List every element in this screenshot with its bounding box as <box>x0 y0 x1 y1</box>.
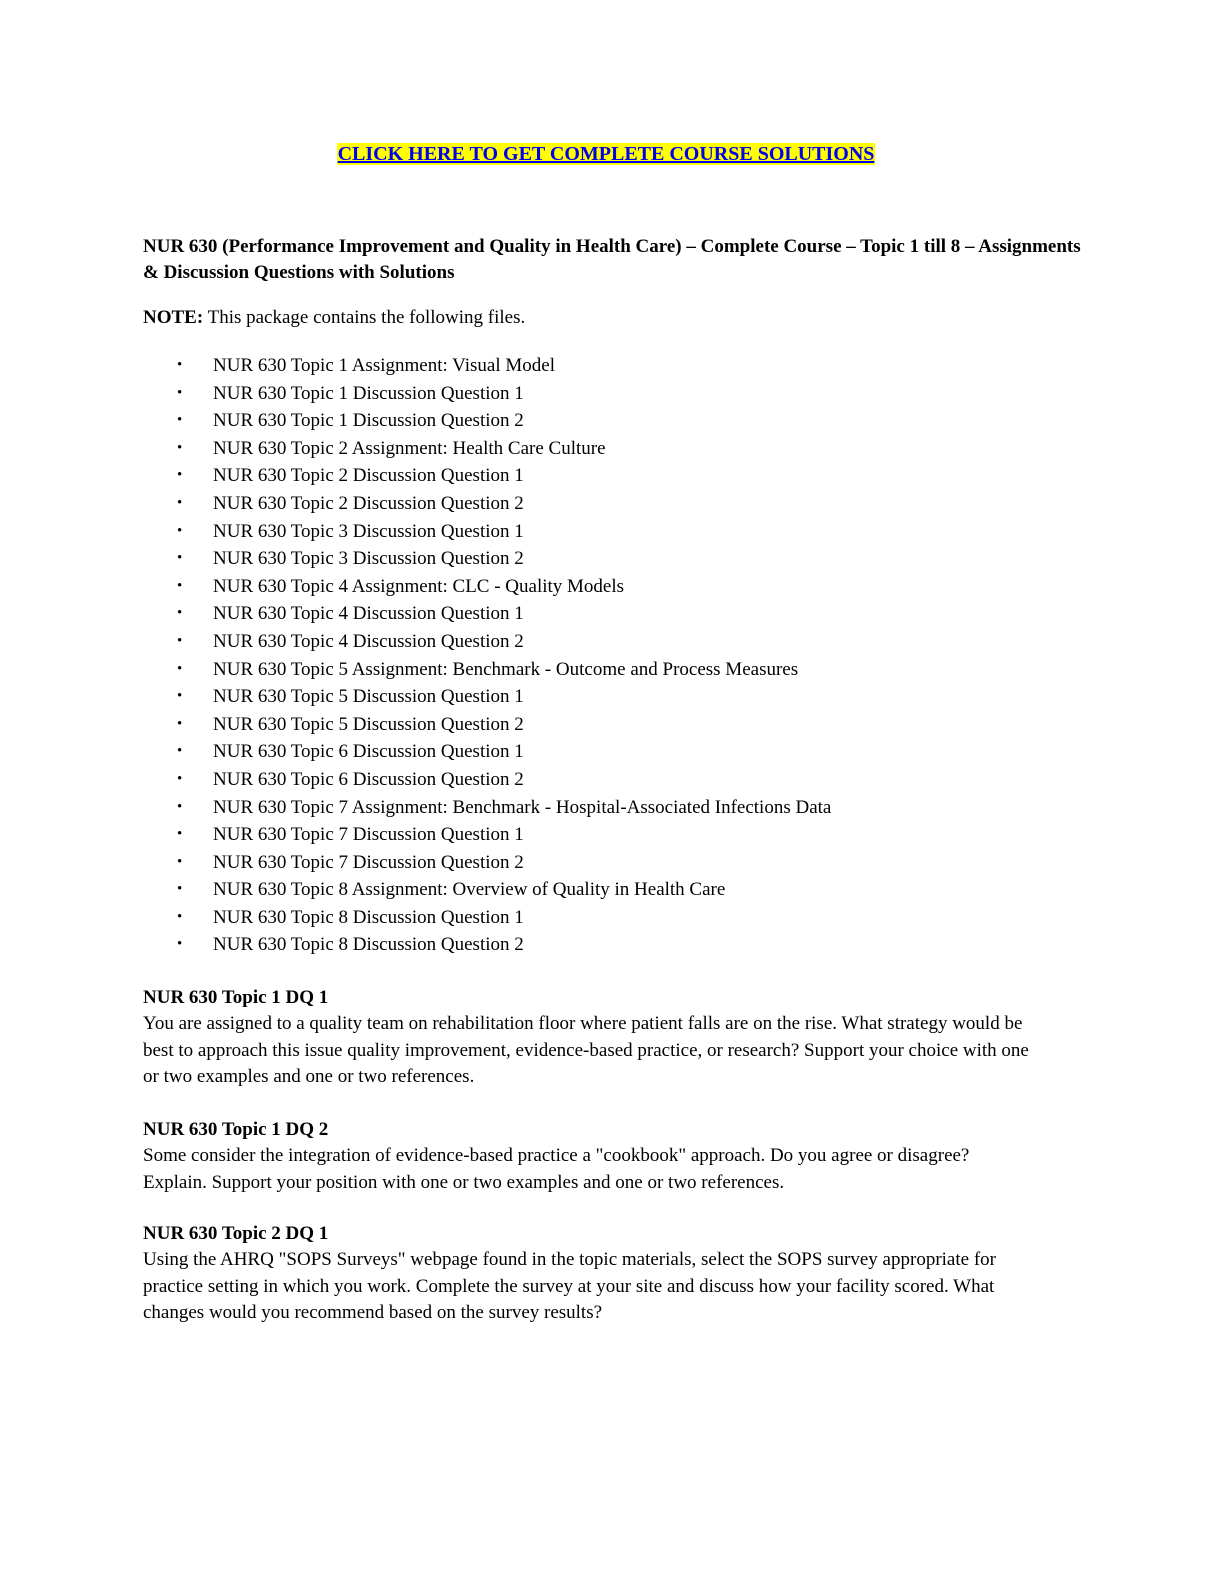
file-list-item <box>143 380 831 408</box>
dq-body-line: changes would you recommend based on the survey results? <box>143 1302 603 1323</box>
bullet-icon: • <box>177 357 183 373</box>
dq-section-3 <box>143 1221 1083 1327</box>
bullet-icon: • <box>177 439 183 456</box>
file-list-item <box>143 518 831 546</box>
file-list-item-label: NUR 630 Topic 3 Discussion Question 1 <box>213 520 524 542</box>
file-list-item-label: NUR 630 Topic 5 Discussion Question 1 <box>213 686 524 708</box>
file-list-item-label: NUR 630 Topic 6 Discussion Question 1 <box>213 741 524 763</box>
bullet-icon: • <box>177 494 183 511</box>
dq-body-line: Using the AHRQ "SOPS Surveys" webpage found in the topic materials, select the SOPS survey appropriate for <box>143 1249 996 1270</box>
file-list-item <box>143 738 831 766</box>
file-list-item-label: NUR 630 Topic 4 Assignment: CLC - Quality Models <box>213 575 625 597</box>
file-list-item-label: NUR 630 Topic 4 Discussion Question 1 <box>213 603 524 625</box>
file-list-item-label: NUR 630 Topic 5 Assignment: Benchmark - Outcome and Process Measures <box>213 658 799 680</box>
file-list-item-label: NUR 630 Topic 1 Discussion Question 1 <box>213 382 524 404</box>
file-list-item-label: NUR 630 Topic 2 Assignment: Health Care Culture <box>213 437 606 459</box>
dq-section-1 <box>143 985 1083 1091</box>
file-list-item <box>143 573 831 601</box>
bullet-icon: • <box>177 770 183 787</box>
dq-title: NUR 630 Topic 2 DQ 1 <box>143 1223 329 1244</box>
note-text: This package contains the following files. <box>203 307 526 328</box>
bullet-icon: • <box>177 384 183 401</box>
bullet-icon: • <box>177 632 183 649</box>
dq-section-2 <box>143 1117 1083 1196</box>
course-solutions-link[interactable]: CLICK HERE TO GET COMPLETE COURSE SOLUTIONS <box>337 143 875 165</box>
dq-body-line: best to approach this issue quality improvement, evidence-based practice, or research? Support your choice with one <box>143 1039 1029 1061</box>
dq-body-line: practice setting in which you work. Complete the survey at your site and discuss how your facility scored. What <box>143 1275 995 1297</box>
note-label: NOTE: <box>143 307 204 328</box>
bullet-icon: • <box>177 467 183 484</box>
dq-body-line: or two examples and one or two references. <box>143 1066 475 1087</box>
bullet-icon: • <box>177 550 183 567</box>
dq-body <box>143 1011 1083 1091</box>
file-list-item-label: NUR 630 Topic 2 Discussion Question 1 <box>213 465 524 487</box>
bullet-icon: • <box>177 798 183 815</box>
file-list-item <box>143 711 831 739</box>
dq-body <box>143 1247 1083 1327</box>
file-list-item-label: NUR 630 Topic 3 Discussion Question 2 <box>213 548 524 570</box>
bullet-icon: • <box>177 522 183 539</box>
file-list-item <box>143 821 831 849</box>
bullet-icon: • <box>177 660 183 677</box>
bullet-icon: • <box>177 853 183 870</box>
bullet-icon: • <box>177 881 183 898</box>
file-list-item <box>143 794 831 822</box>
file-list-item <box>143 683 831 711</box>
course-title: NUR 630 (Performance Improvement and Quality in Health Care) – Complete Course – Topic 1 till 8 – Assignments & Discussion Questions with Solutions <box>143 236 1081 283</box>
file-list-item <box>143 628 831 656</box>
file-list-item-label: NUR 630 Topic 8 Discussion Question 1 <box>213 906 524 928</box>
file-list-item-label: NUR 630 Topic 1 Discussion Question 2 <box>213 410 524 432</box>
dq-body-line: Explain. Support your position with one or two examples and one or two references. <box>143 1171 785 1193</box>
dq-body <box>143 1143 1083 1196</box>
dq-body-line: Some consider the integration of evidence-based practice a "cookbook" approach. Do you agree or disagree? <box>143 1145 970 1166</box>
file-list-item <box>143 766 831 794</box>
file-list-item <box>143 407 831 435</box>
dq-body-line: You are assigned to a quality team on rehabilitation floor where patient falls are on the rise. What strategy would be <box>143 1013 1023 1034</box>
bullet-icon: • <box>177 577 183 594</box>
top-link-container <box>143 142 1069 166</box>
dq-title: NUR 630 Topic 1 DQ 1 <box>143 987 329 1008</box>
dq-title: NUR 630 Topic 1 DQ 2 <box>143 1119 329 1140</box>
bullet-icon: • <box>177 412 183 429</box>
file-list-item <box>143 904 831 932</box>
file-list-item-label: NUR 630 Topic 5 Discussion Question 2 <box>213 713 524 735</box>
bullet-icon: • <box>177 688 183 705</box>
file-list-item <box>143 435 831 463</box>
bullet-icon: • <box>177 605 183 622</box>
file-list-item <box>143 545 831 573</box>
file-list-item <box>143 490 831 518</box>
file-list-item <box>143 931 831 959</box>
file-list-item <box>143 352 831 380</box>
file-list-item-label: NUR 630 Topic 7 Discussion Question 2 <box>213 851 524 873</box>
bullet-icon: • <box>177 715 183 732</box>
file-list-item <box>143 849 831 877</box>
bullet-icon: • <box>177 936 183 953</box>
note-paragraph <box>143 306 525 330</box>
file-list-item <box>143 462 831 490</box>
file-list-item-label: NUR 630 Topic 6 Discussion Question 2 <box>213 768 524 790</box>
bullet-icon: • <box>177 743 183 760</box>
file-list-item-label: NUR 630 Topic 7 Assignment: Benchmark - Hospital-Associated Infections Data <box>213 796 832 818</box>
file-list <box>143 352 831 959</box>
file-list-item-label: NUR 630 Topic 1 Assignment: Visual Model <box>213 355 555 376</box>
file-list-item-label: NUR 630 Topic 7 Discussion Question 1 <box>213 824 524 846</box>
file-list-item <box>143 876 831 904</box>
file-list-item-label: NUR 630 Topic 8 Discussion Question 2 <box>213 934 524 956</box>
bullet-icon: • <box>177 826 183 843</box>
bullet-icon: • <box>177 908 183 925</box>
file-list-item <box>143 600 831 628</box>
file-list-item-label: NUR 630 Topic 8 Assignment: Overview of Quality in Health Care <box>213 879 726 901</box>
file-list-item-label: NUR 630 Topic 2 Discussion Question 2 <box>213 492 524 514</box>
file-list-item <box>143 656 831 684</box>
file-list-item-label: NUR 630 Topic 4 Discussion Question 2 <box>213 630 524 652</box>
